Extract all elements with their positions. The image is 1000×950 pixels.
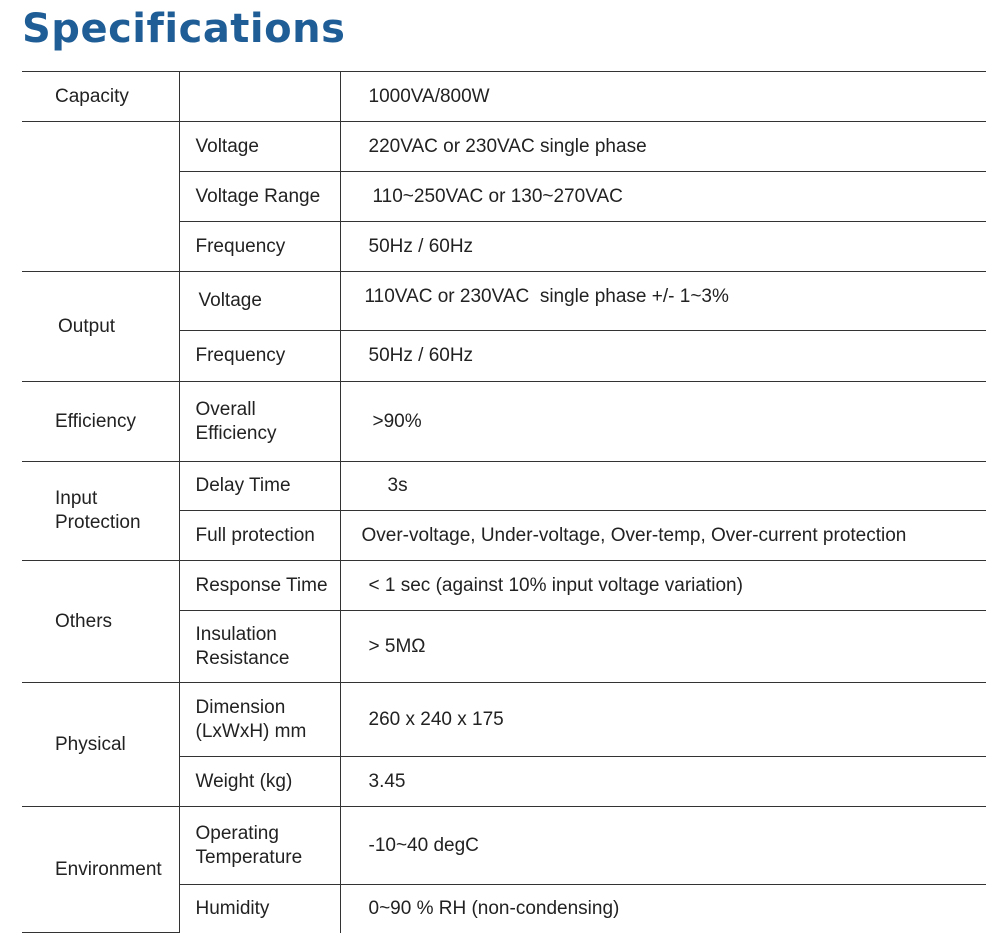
table-row: [22, 272, 986, 331]
value-input-frequency: 50Hz / 60Hz: [340, 222, 986, 272]
value-insulation-resistance: > 5MΩ: [340, 611, 986, 683]
category-environment: Environment: [22, 807, 179, 933]
value-output-frequency: 50Hz / 60Hz: [340, 331, 986, 382]
value-operating-temperature: -10~40 degC: [340, 807, 986, 885]
value-weight: 3.45: [340, 757, 986, 807]
value-full-protection: Over-voltage, Under-voltage, Over-temp, Over-current protection: [340, 511, 986, 561]
table-row: [22, 382, 986, 462]
category-input-protection: Input Protection: [22, 462, 179, 561]
value-humidity: 0~90 % RH (non-condensing): [340, 885, 986, 933]
param-full-protection: Full protection: [179, 511, 340, 561]
category-physical: Physical: [22, 683, 179, 807]
param-output-voltage: Voltage: [179, 272, 340, 331]
value-delay-time: 3s: [340, 462, 986, 511]
table-row: [22, 683, 986, 757]
param-humidity: Humidity: [179, 885, 340, 933]
param-overall-efficiency: Overall Efficiency: [179, 382, 340, 462]
param-dimension: Dimension (LxWxH) mm: [179, 683, 340, 757]
param-output-frequency: Frequency: [179, 331, 340, 382]
category-efficiency: Efficiency: [22, 382, 179, 462]
value-capacity: 1000VA/800W: [340, 72, 986, 122]
value-overall-efficiency: >90%: [340, 382, 986, 462]
table-row: [22, 561, 986, 611]
param-weight: Weight (kg): [179, 757, 340, 807]
param-operating-temperature: Operating Temperature: [179, 807, 340, 885]
param-input-voltage: Voltage: [179, 122, 340, 172]
param-insulation-resistance: Insulation Resistance: [179, 611, 340, 683]
specifications-table: [22, 71, 986, 933]
value-response-time: < 1 sec (against 10% input voltage variation): [340, 561, 986, 611]
value-dimension: 260 x 240 x 175: [340, 683, 986, 757]
param-response-time: Response Time: [179, 561, 340, 611]
value-output-voltage: 110VAC or 230VAC single phase +/- 1~3%: [340, 272, 986, 331]
param-input-voltage-range: Voltage Range: [179, 172, 340, 222]
category-output: Output: [22, 272, 179, 382]
category-others: Others: [22, 561, 179, 683]
param-capacity: [179, 72, 340, 122]
page-title: Specifications: [22, 6, 346, 52]
table-row: [22, 122, 986, 172]
table-row: [22, 72, 986, 122]
value-input-voltage-range: 110~250VAC or 130~270VAC: [340, 172, 986, 222]
category-capacity: Capacity: [22, 72, 179, 122]
param-delay-time: Delay Time: [179, 462, 340, 511]
value-input-voltage: 220VAC or 230VAC single phase: [340, 122, 986, 172]
table-row: [22, 462, 986, 511]
category-input: [22, 122, 179, 272]
param-input-frequency: Frequency: [179, 222, 340, 272]
table-row: [22, 807, 986, 885]
